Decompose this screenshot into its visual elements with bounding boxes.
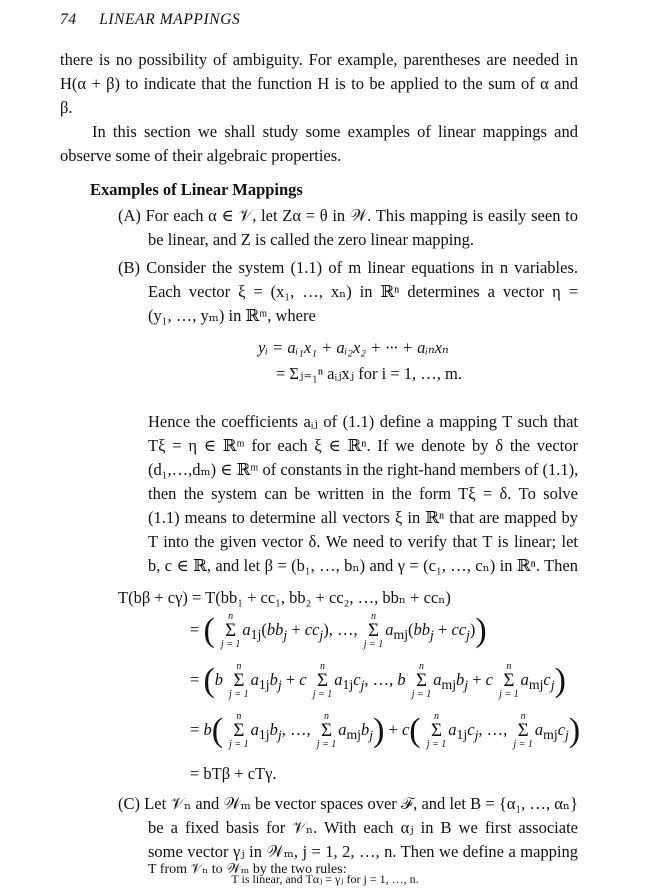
item-a-line-2: be linear, and Z is called the zero linear mapping. — [148, 230, 474, 249]
item-b-line-2: Each vector ξ = (x₁, …, xₙ) in ℝⁿ determines a vector η = — [148, 282, 578, 301]
page-number: 74 — [60, 11, 77, 28]
rule-line: T is linear, and Tαⱼ = γⱼ for j = 1, …, n. — [231, 872, 419, 886]
para2-line-2: observe some of their algebraic properties. — [60, 146, 342, 165]
equation-t-line-3: = (b n Σ j = 1 $a_{1j}b_j + c$ n Σ j = 1 $a_{1j}c_j$, …, b n Σ j = 1 $a_{mj}b_j + c$ n Σ j = 1 $a_{mj}c_j$) — [190, 661, 566, 700]
para1-line-1: there is no possibility of ambiguity. For example, parentheses are needed in — [60, 50, 578, 69]
item-c-line-4-visible: T from 𝒱ₙ to 𝒲ₘ by the two rules: — [148, 862, 347, 877]
equation-y-sum: = Σⱼ₌₁ⁿ aᵢⱼxⱼ for i = 1, …, m. — [276, 364, 463, 383]
item-c-line-3: some vector γⱼ in 𝒲ₘ, j = 1, 2, …, n. Then we define a mapping — [148, 842, 578, 861]
item-b-cont-6: T into the given vector δ. We need to verify that T is linear; let — [148, 532, 578, 551]
para1-line-2: H(α + β) to indicate that the function H is to be applied to the sum of α and — [60, 74, 578, 93]
equation-t-line-4: = b( n Σ j = 1 $a_{1j}b_j$, …, n Σ j = 1 $a_{mj}b_j) + c$( n Σ j = 1 $a_{1j}c_j$, …, n Σ j = 1 $a_{mj}c_j$) — [190, 711, 581, 750]
item-b-cont-3: (d₁,…,dₘ) ∈ ℝᵐ of constants in the right-hand members of (1.1), — [148, 460, 579, 479]
item-b-cont-7: b, c ∈ ℝ, and let β = (b₁, …, bₙ) and γ = (c₁, …, cₙ) in ℝⁿ. Then — [148, 556, 578, 575]
item-a-line-1: (A) For each α ∈ 𝒱, let Zα = θ in 𝒲. This mapping is easily seen to — [118, 206, 578, 225]
item-b-cont-4: then the system can be written in the form Tξ = δ. To solve — [148, 484, 578, 503]
item-b-cont-5: (1.1) means to determine all vectors ξ in ℝⁿ that are mapped by — [148, 508, 578, 527]
equation-t-line-1: T(bβ + cγ) = T(bb₁ + cc₁, bb₂ + cc₂, …, bbₙ + ccₙ) — [118, 588, 451, 607]
section-title: Examples of Linear Mappings — [90, 180, 303, 199]
equation-t-line-5: = bTβ + cTγ. — [190, 764, 277, 783]
item-b-line-3: (y₁, …, yₘ) in ℝᵐ, where — [148, 306, 316, 325]
equation-y-definition: yᵢ = aᵢ₁x₁ + aᵢ₂x₂ + ··· + aᵢₙxₙ — [258, 338, 449, 357]
para1-line-3: β. — [60, 98, 73, 117]
equation-t-line-2: = ( n Σ j = 1 $a_{1j}(bb_j + cc_j)$, …, n Σ j = 1 $a_{mj}(bb_j + cc_j)$) — [190, 611, 487, 650]
para2-line-1: In this section we shall study some examples of linear mappings and — [92, 122, 578, 141]
item-b-cont-2: Tξ = η ∈ ℝᵐ for each ξ ∈ ℝⁿ. If we denote by δ the vector — [148, 436, 578, 455]
item-b-line-1: (B) Consider the system (1.1) of m linear equations in n variables. — [118, 258, 578, 277]
page-header — [60, 8, 240, 32]
item-c-line-2: be a fixed basis for 𝒱ₙ. With each αⱼ in B we first associate — [148, 818, 578, 837]
item-b-cont-1: Hence the coefficients aᵢⱼ of (1.1) define a mapping T such that — [148, 412, 578, 431]
running-title: LINEAR MAPPINGS — [99, 11, 241, 28]
item-c-line-1: (C) Let 𝒱ₙ and 𝒲ₘ be vector spaces over ℱ, and let B = {α₁, …, αₙ} — [118, 794, 578, 813]
